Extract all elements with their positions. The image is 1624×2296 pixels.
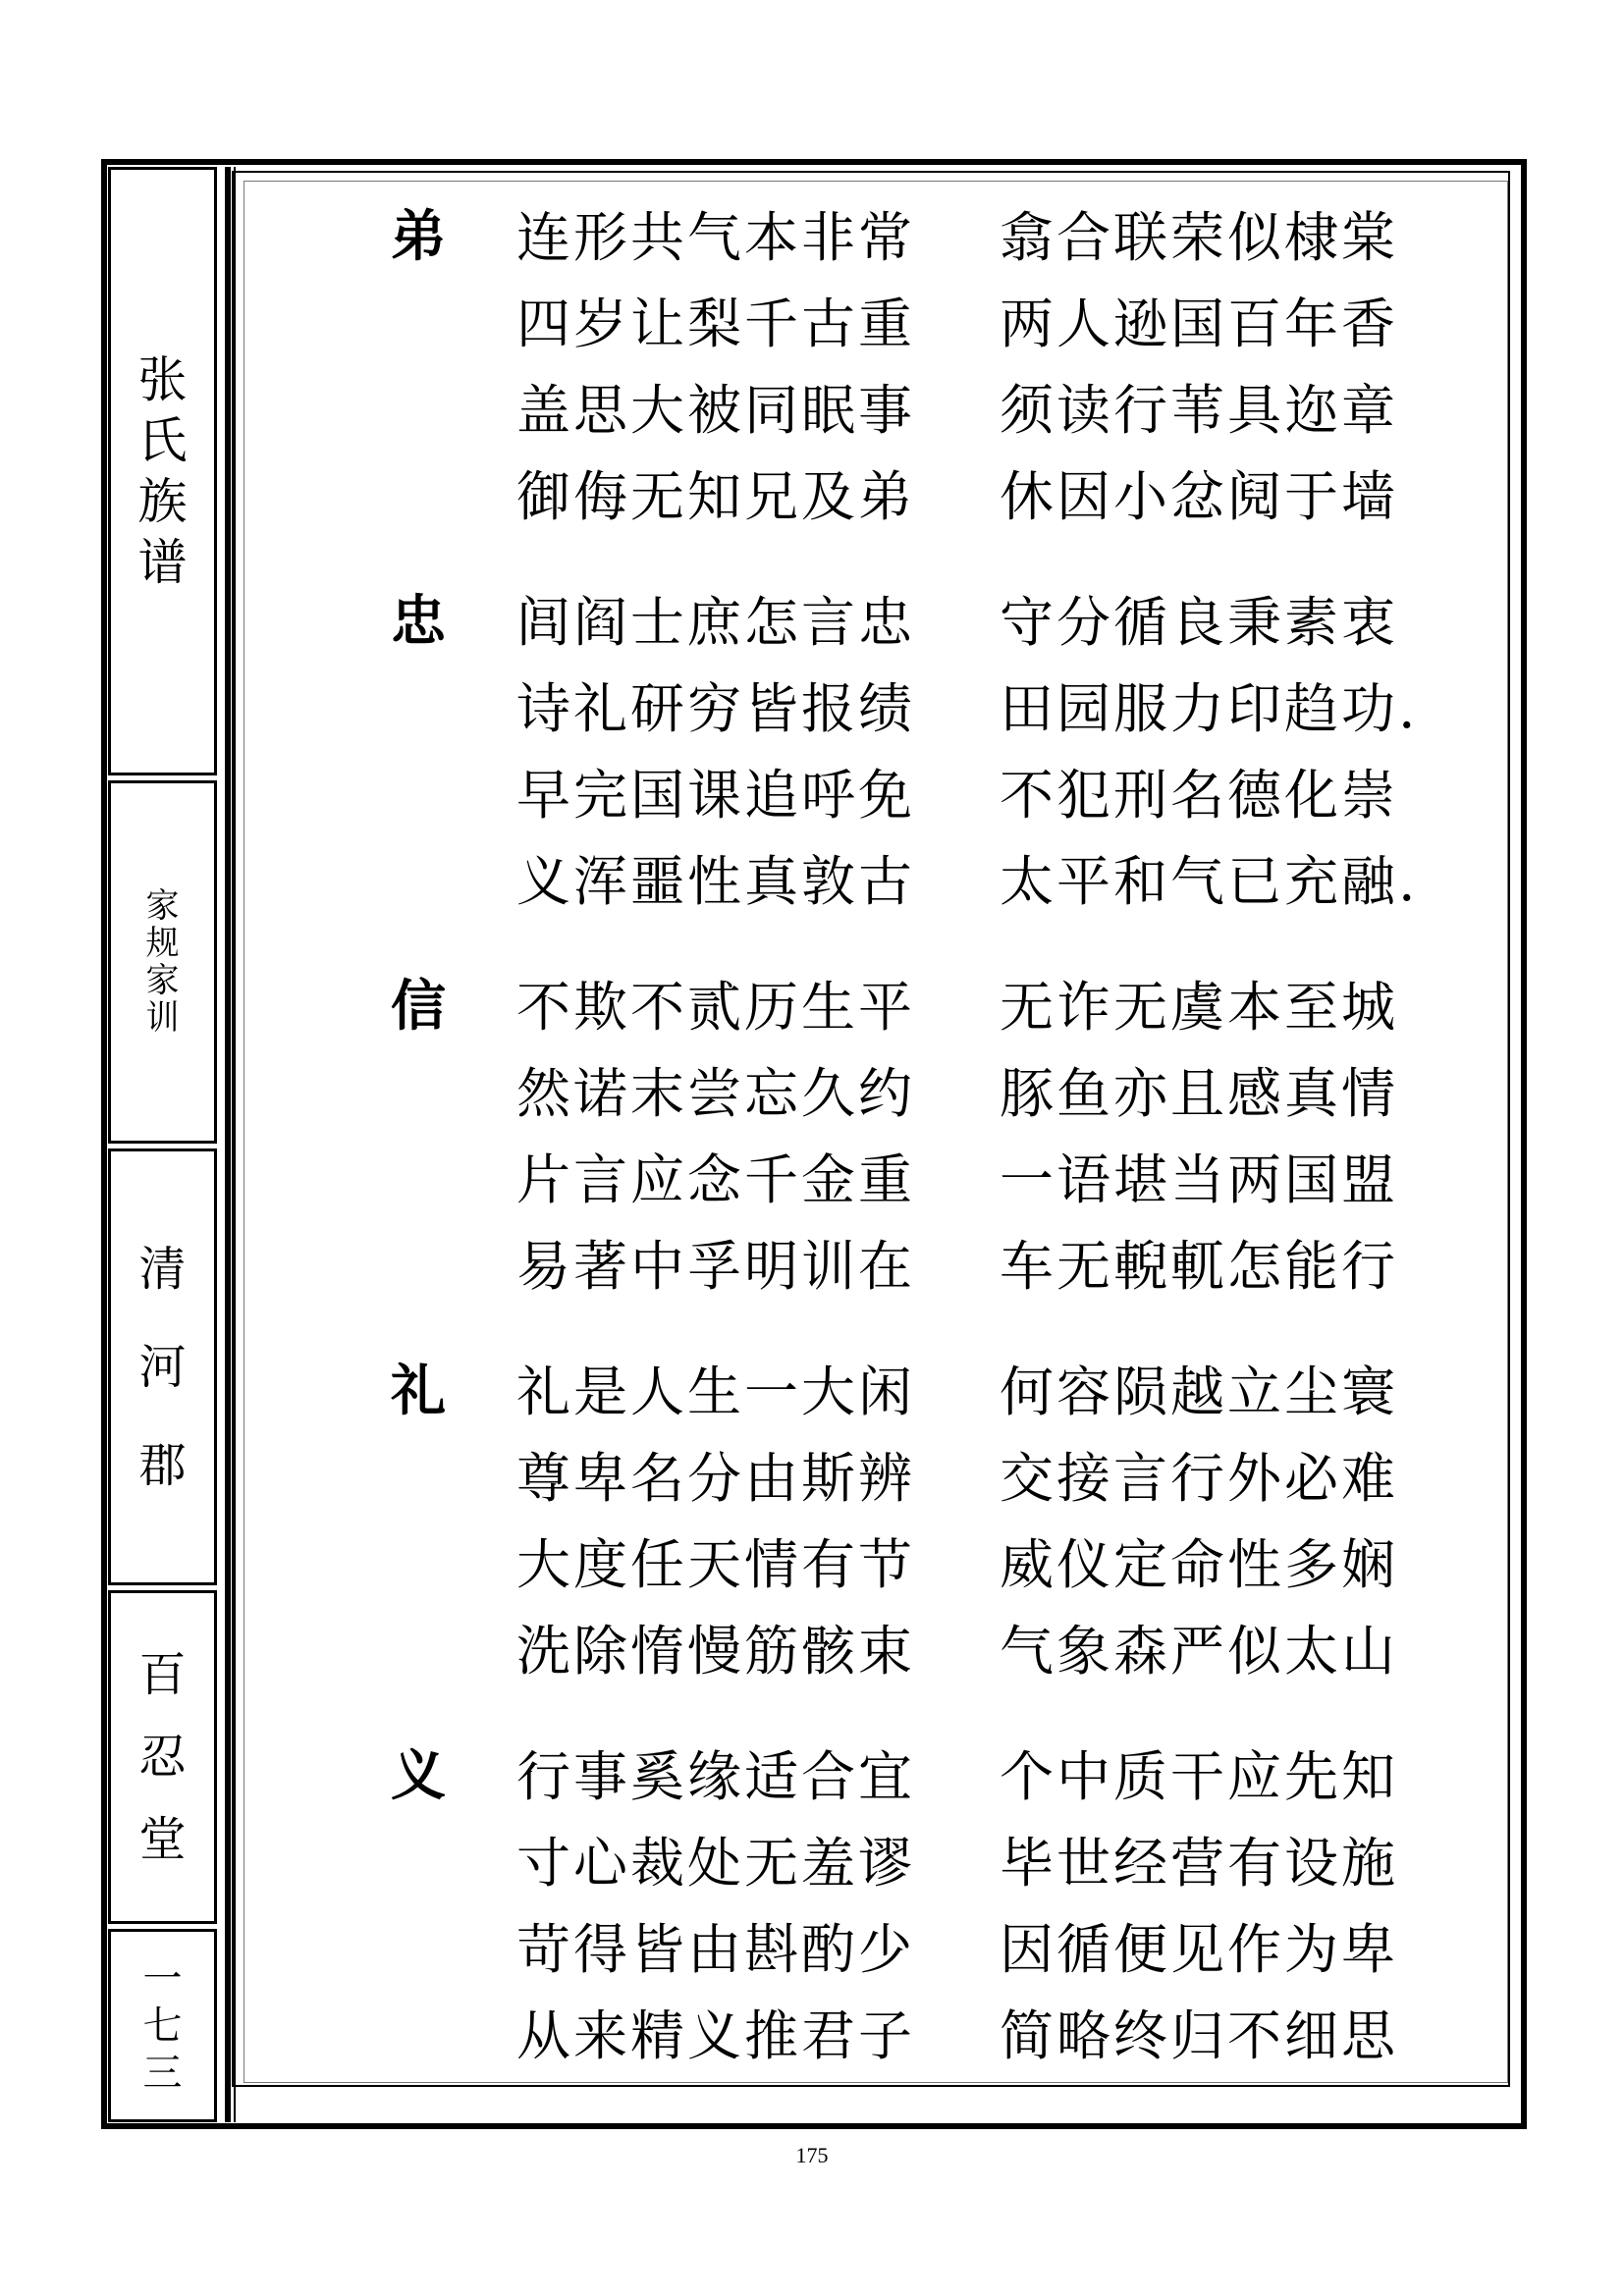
verse-line xyxy=(391,454,1432,540)
virtue-heading: 信 xyxy=(391,975,446,1039)
page-label-box xyxy=(108,1929,217,2122)
virtue-heading: 礼 xyxy=(391,1360,446,1423)
verse-line xyxy=(391,281,1432,367)
verse-half: 片言应念千金重 xyxy=(516,1148,916,1211)
verse-half: 不犯刑名德化崇 xyxy=(1000,764,1399,827)
verse-half: 气象森严似太山 xyxy=(1000,1620,1399,1682)
place-char: 郡 xyxy=(138,1437,187,1493)
verse-line xyxy=(391,1906,1432,1993)
verse-half: 何容陨越立尘寰 xyxy=(1000,1361,1399,1423)
virtue-heading: 弟 xyxy=(391,205,446,269)
section-char: 家 xyxy=(145,961,180,1000)
verse-line xyxy=(391,1050,1432,1137)
verse-half: 义浑噩性真敦古 xyxy=(516,850,916,913)
verse-line xyxy=(391,1223,1432,1309)
place-char: 清 xyxy=(138,1241,187,1297)
section-char: 训 xyxy=(145,998,180,1038)
verse-line xyxy=(391,1993,1432,2079)
hall-char: 百 xyxy=(138,1647,187,1702)
page-label-char: 一 xyxy=(142,1955,183,2002)
verse-half: 洗除惰慢筋骸束 xyxy=(516,1620,916,1682)
verse-half: 不欺不贰历生平 xyxy=(516,976,916,1039)
verse-half: 豚鱼亦且感真情 xyxy=(1000,1062,1399,1125)
verse-line xyxy=(391,367,1432,454)
side-column xyxy=(108,167,225,2122)
title-box xyxy=(108,167,217,775)
verse-half: 威仪定命性多娴 xyxy=(1000,1533,1399,1596)
verse-line xyxy=(391,1608,1432,1694)
page-number: 175 xyxy=(795,2143,829,2167)
section-box xyxy=(108,780,217,1144)
verse-line xyxy=(391,752,1432,838)
verse-half: 大度任天情有节 xyxy=(516,1533,916,1596)
verse-half: 毕世经营有设施 xyxy=(1000,1832,1399,1895)
verse-line xyxy=(391,579,1432,666)
verse-half: 太平和气已充融. xyxy=(1000,850,1419,913)
verse-half: 个中质干应先知 xyxy=(1000,1745,1399,1808)
verse-half: 寸心裁处无羞谬 xyxy=(516,1832,916,1895)
place-box xyxy=(108,1148,217,1585)
verse-line xyxy=(391,1435,1432,1522)
verse-half: 苛得皆由斟酌少 xyxy=(516,1918,916,1981)
verse-line xyxy=(391,1349,1432,1435)
hall-char: 忍 xyxy=(138,1730,187,1785)
title-char: 谱 xyxy=(137,534,188,591)
verse-half: 早完国课追呼免 xyxy=(516,764,916,827)
verse-half: 交接言行外必难 xyxy=(1000,1447,1399,1510)
virtue-heading: 忠 xyxy=(391,590,446,654)
verse-half: 易著中孚明训在 xyxy=(516,1235,916,1298)
verse-line xyxy=(391,1522,1432,1608)
verse-half: 守分循良秉素衷 xyxy=(1000,591,1399,654)
verse-half: 御侮无知兄及弟 xyxy=(516,465,916,528)
verse-half: 然诺末尝忘久约 xyxy=(516,1062,916,1125)
verse-half: 礼是人生一大闲 xyxy=(516,1361,916,1423)
verse-half: 尊卑名分由斯辨 xyxy=(516,1447,916,1510)
verse-half: 两人逊国百年香 xyxy=(1000,293,1399,355)
verse-half: 简略终归不细思 xyxy=(1000,2004,1399,2067)
verse-half: 行事奚缘适合宜 xyxy=(516,1745,916,1808)
verse-line xyxy=(391,1137,1432,1223)
verse-half: 翕合联荣似棣棠 xyxy=(1000,206,1399,269)
verse-line xyxy=(391,666,1432,752)
hall-box xyxy=(108,1590,217,1924)
verse-half: 诗礼研穷皆报绩 xyxy=(516,677,916,740)
verse-line xyxy=(391,194,1432,281)
verse-half: 田园服力印趋功. xyxy=(1000,677,1419,740)
title-char: 族 xyxy=(137,473,188,530)
section-char: 规 xyxy=(145,924,180,963)
verse-half: 盖思大被同眠事 xyxy=(516,379,916,442)
verse-half: 休因小忿阋于墙 xyxy=(1000,465,1399,528)
page-label-char: 七 xyxy=(142,2002,183,2049)
verse-half: 须读行苇具迩章 xyxy=(1000,379,1399,442)
title-char: 氏 xyxy=(137,412,188,469)
verse-half: 连形共气本非常 xyxy=(516,206,916,269)
verse-line xyxy=(391,964,1432,1050)
section-char: 家 xyxy=(145,886,180,926)
virtue-heading: 义 xyxy=(391,1744,446,1808)
title-char: 张 xyxy=(137,351,188,408)
divider-rule xyxy=(225,167,231,2122)
verse-half: 四岁让梨千古重 xyxy=(516,293,916,355)
verse-half: 闾阎士庶怎言忠 xyxy=(516,591,916,654)
verse-half: 因循便见作为卑 xyxy=(1000,1918,1399,1981)
verse-line xyxy=(391,1820,1432,1906)
verse-line xyxy=(391,838,1432,925)
verse-half: 无诈无虞本至城 xyxy=(1000,976,1399,1039)
verse-half: 车无輗軏怎能行 xyxy=(1000,1235,1399,1298)
place-char: 河 xyxy=(138,1339,187,1395)
page-label-char: 三 xyxy=(142,2050,183,2096)
verse-half: 从来精义推君子 xyxy=(516,2004,916,2067)
verse-line xyxy=(391,1734,1432,1820)
hall-char: 堂 xyxy=(138,1812,187,1867)
verse-half: 一语堪当两国盟 xyxy=(1000,1148,1399,1211)
